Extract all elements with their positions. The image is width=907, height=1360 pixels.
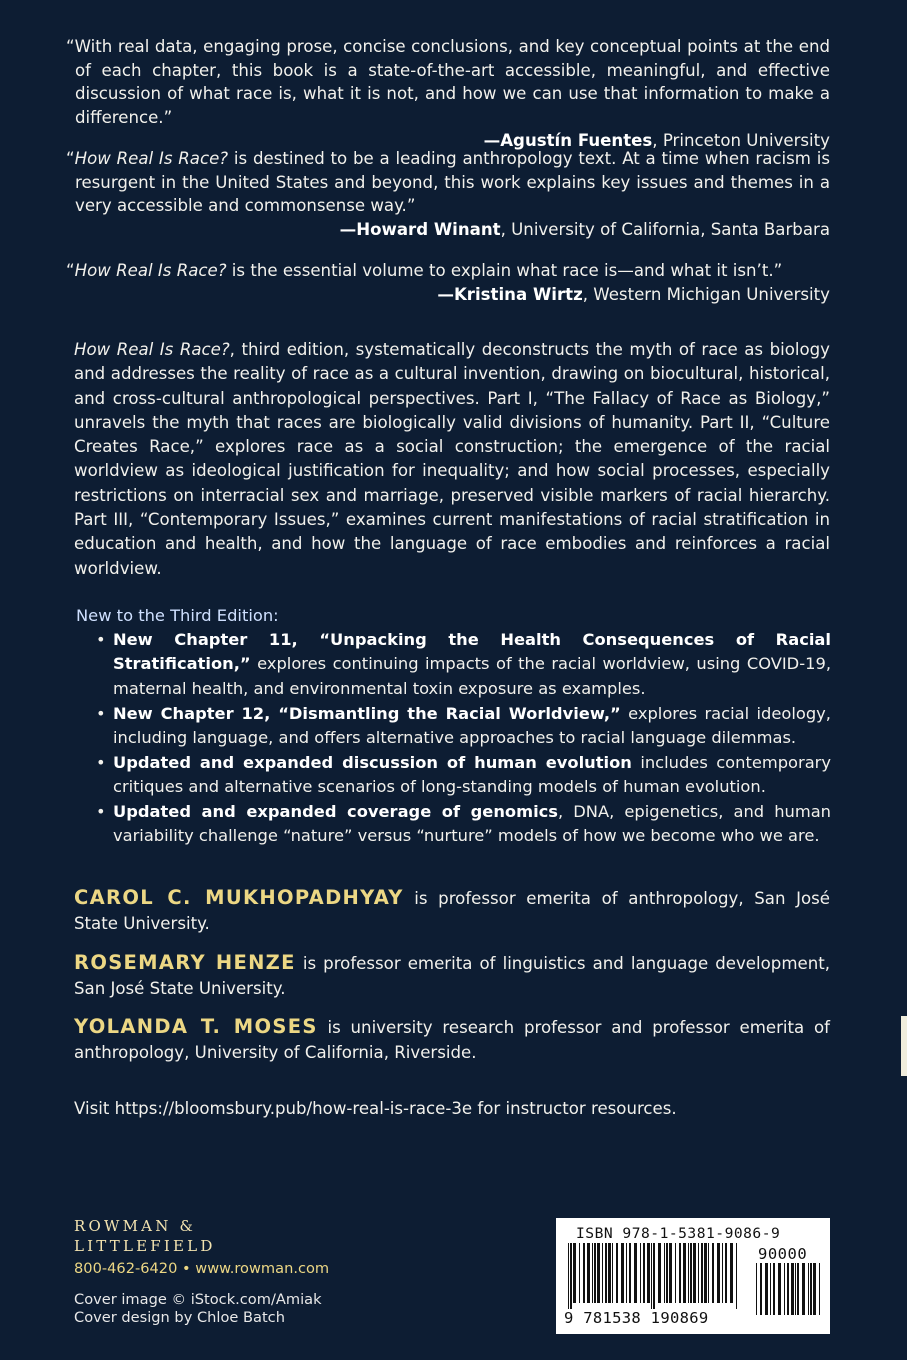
logo-line-2: LITTLEFIELD	[74, 1237, 216, 1255]
author-name: CAROL C. MUKHOPADHYAY	[74, 886, 404, 909]
author-bio-text: is professor emerita of linguistics and language development, San José State University.	[74, 954, 830, 998]
author-bio-1	[74, 886, 830, 936]
book-description	[74, 338, 830, 581]
endorsement-quote-3	[66, 259, 830, 306]
endorser-name: —Agustín Fuentes	[483, 131, 653, 150]
publisher-logo	[74, 1216, 216, 1256]
author-bio-text: is professor emerita of anthropology, San José State University.	[74, 889, 830, 933]
isbn-text: ISBN 978-1-5381-9086-9	[576, 1225, 781, 1242]
endorser-name: —Howard Winant	[339, 219, 501, 239]
endorsement-quote-1	[66, 35, 830, 153]
item-text: , DNA, epigenetics, and human variability challenge “nature” versus “nurture” models of how we become who we are.	[113, 802, 832, 846]
quote-text	[66, 147, 830, 218]
endorsement-quote-2	[66, 147, 830, 241]
quote-open-mark: “	[66, 261, 75, 280]
barcode-digits: 9 781538 190869	[564, 1309, 709, 1327]
item-text: includes contemporary critiques and alternative scenarios of long-standing models of human evolution.	[113, 752, 832, 797]
description-body: , third edition, systematically deconstructs the myth of race as biology and addresses the reality of race as a cultural invention, drawing on biocultural, historical, and cross-cultural anthropological perspectives. Part I, “The Fallacy of Race as Biology,” unravels the myth that races are biologically valid divisions of humanity. Part II, “Culture Creates Race,” explores race as a social construction; the emergence of the racial worldview as ideological justification for inequality; and how social processes, especially restrictions on interracial sex and marriage, preserved visible markers of racial hierarchy. Part III, “Contemporary Issues,” examines current manifestations of racial stratification in education and health, and how the language of race embodies and reinforces a racial worldview.	[74, 340, 830, 578]
item-bold: Updated and expanded coverage of genomics	[113, 802, 559, 822]
item-bold: New Chapter 11, “Unpacking the Health Consequences of Racial Stratification,”	[113, 630, 831, 674]
addon-barcode-bars-icon	[756, 1263, 820, 1321]
author-name: YOLANDA T. MOSES	[74, 1015, 318, 1038]
barcode-bars-icon	[568, 1243, 738, 1309]
author-bio-3	[74, 1015, 830, 1065]
book-title-italic: How Real Is Race?	[74, 340, 230, 359]
endorser-affiliation: , Western Michigan University	[582, 284, 830, 304]
endorser-affiliation: , University of California, Santa Barbara	[500, 219, 830, 239]
author-bio-2	[74, 951, 830, 1001]
book-title-italic: How Real Is Race?	[74, 149, 229, 168]
publisher-contact: 800-462-6420 • www.rowman.com	[74, 1260, 330, 1277]
cover-image-credit: Cover image © iStock.com/Amiak	[74, 1291, 322, 1308]
book-title-italic: How Real Is Race?	[74, 261, 227, 280]
quote-body: is destined to be a leading anthropology text. At a time when racism is resurgent in the United States and beyond, this work explains key issues and themes in a very accessible and commonsense way.”	[75, 149, 831, 215]
author-name: ROSEMARY HENZE	[74, 951, 296, 974]
instructor-resources-link[interactable]: Visit https://bloomsbury.pub/how-real-is-race-3e for instructor resources.	[74, 1099, 677, 1118]
quote-body: is the essential volume to explain what race is—and what it isn’t.”	[226, 261, 783, 280]
quote-text	[66, 259, 830, 283]
author-bio-text: is university research professor and professor emerita of anthropology, University of California, Riverside.	[74, 1018, 831, 1062]
isbn-barcode	[556, 1218, 830, 1334]
quote-attribution	[66, 218, 830, 242]
list-item	[96, 751, 831, 800]
cover-design-credit: Cover design by Chloe Batch	[74, 1309, 285, 1326]
list-item	[96, 702, 831, 751]
endorser-affiliation: , Princeton University	[652, 131, 830, 150]
quote-open-mark: “	[66, 149, 75, 168]
quote-text: “With real data, engaging prose, concise conclusions, and key conceptual points at the end of each chapter, this book is a state-of-the-art accessible, meaningful, and effective discussion of what race is, what it is not, and how we can use that information to make a difference.”	[66, 37, 830, 127]
item-bold: New Chapter 12, “Dismantling the Racial Worldview,”	[113, 703, 621, 723]
logo-line-1: ROWMAN &	[74, 1217, 197, 1235]
endorser-name: —Kristina Wirtz	[437, 284, 583, 304]
list-item	[96, 800, 831, 849]
new-edition-heading: New to the Third Edition:	[76, 606, 279, 625]
list-item	[96, 628, 831, 701]
item-bold: Updated and expanded discussion of human evolution	[113, 752, 632, 772]
quote-attribution	[66, 283, 830, 307]
price-code: 90000	[758, 1245, 808, 1263]
item-text: explores racial ideology, including language, and offers alternative approaches to racial language dilemmas.	[113, 703, 831, 747]
edge-mark	[901, 1016, 907, 1076]
item-text: explores continuing impacts of the racial worldview, using COVID-19, maternal health, and environmental toxin exposure as examples.	[113, 654, 831, 698]
new-edition-list	[96, 628, 831, 849]
